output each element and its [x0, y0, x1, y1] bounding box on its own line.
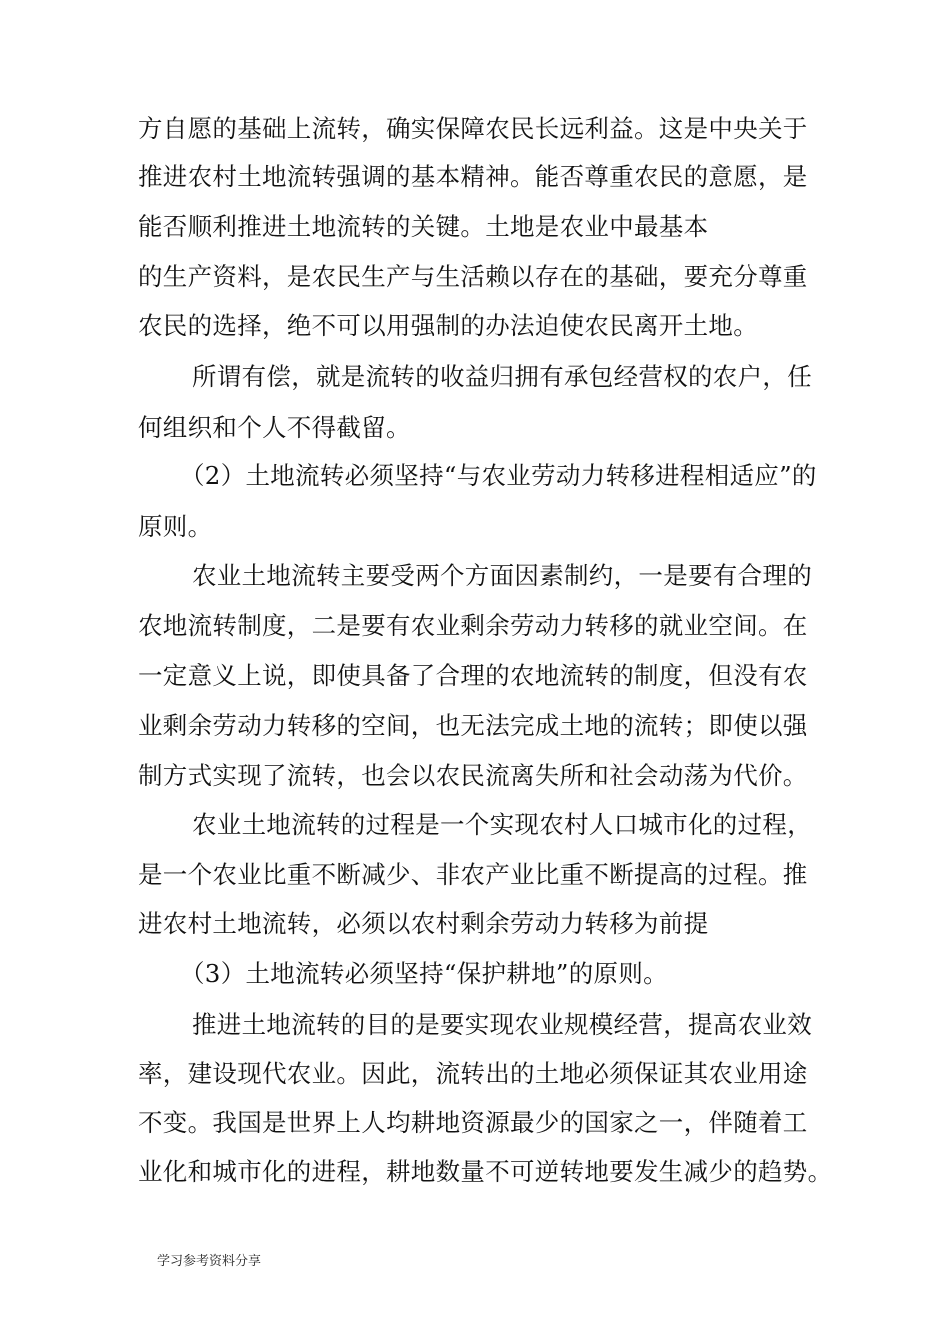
text-line-19: 推进土地流转的目的是要实现农业规模经营，提高农业效 — [192, 1010, 812, 1039]
text-line-20: 率，建设现代农业。因此，流转出的土地必须保证其农业用途 — [138, 1059, 808, 1088]
text-line-22: 业化和城市化的进程，耕地数量不可逆转地要发生减少的趋势。 — [138, 1157, 833, 1186]
text-line-16: 是一个农业比重不断减少、非农产业比重不断提高的过程。推 — [138, 860, 808, 889]
text-line-17: 进农村土地流转，必须以农村剩余劳动力转移为前提 — [138, 909, 709, 938]
page-footer: 学习参考资料分享 — [157, 1254, 262, 1269]
text-line-6: 所谓有偿，就是流转的收益归拥有承包经营权的农户，任 — [192, 362, 812, 391]
text-line-3: 能否顺利推进土地流转的关键。土地是农业中最基本 — [138, 212, 709, 241]
text-line-4: 的生产资料，是农民生产与生活赖以存在的基础，要充分尊重 — [138, 262, 808, 291]
text-line-8: （2）土地流转必须坚持“与农业劳动力转移进程相适应”的 — [180, 461, 817, 490]
text-line-14: 制方式实现了流转，也会以农民流离失所和社会动荡为代价。 — [138, 761, 808, 790]
text-line-10: 农业土地流转主要受两个方面因素制约，一是要有合理的 — [192, 561, 812, 590]
text-line-2: 推进农村土地流转强调的基本精神。能否尊重农民的意愿，是 — [138, 162, 808, 191]
text-line-15: 农业土地流转的过程是一个实现农村人口城市化的过程， — [192, 810, 812, 839]
text-line-18: （3）土地流转必须坚持“保护耕地”的原则。 — [180, 959, 668, 988]
text-line-11: 农地流转制度，二是要有农业剩余劳动力转移的就业空间。在 — [138, 611, 808, 640]
text-line-5: 农民的选择，绝不可以用强制的办法迫使农民离开土地。 — [138, 311, 758, 340]
text-line-12: 一定意义上说，即使具备了合理的农地流转的制度，但没有农 — [138, 661, 808, 690]
text-line-1: 方自愿的基础上流转，确实保障农民长远利益。这是中央关于 — [138, 114, 808, 143]
text-line-7: 何组织和个人不得截留。 — [138, 413, 411, 442]
text-line-9: 原则。 — [138, 512, 213, 541]
text-line-13: 业剩余劳动力转移的空间，也无法完成土地的流转；即使以强 — [138, 711, 808, 740]
text-line-21: 不变。我国是世界上人均耕地资源最少的国家之一，伴随着工 — [138, 1108, 808, 1137]
